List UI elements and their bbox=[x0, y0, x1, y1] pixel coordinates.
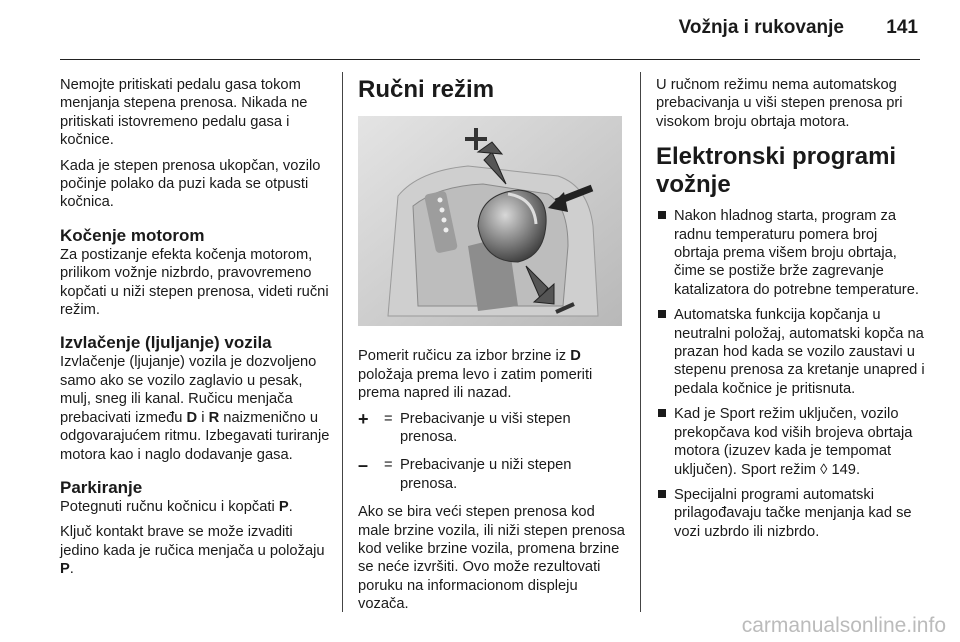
legend-row-upshift bbox=[358, 410, 628, 447]
heading-engine-braking: Kočenje motorom bbox=[60, 225, 205, 245]
column-3 bbox=[656, 76, 926, 548]
bullet-icon bbox=[658, 211, 666, 219]
gear-selector-illustration bbox=[358, 116, 622, 326]
watermark: carmanualsonline.info bbox=[741, 614, 946, 637]
header-title: Vožnja i rukovanje bbox=[678, 17, 844, 38]
list-item: Nakon hladnog starta, program za radnu temperaturu pomera broj obrtaja prema višem broju obrtaja, čime se postiže brže zagrevanje katalizatora do potrebne temperature. bbox=[656, 207, 926, 299]
paragraph-key: Ključ kontakt brave se može izvaditi jedino kada je ručica menjača u položaju P. bbox=[60, 524, 325, 578]
heading-rocking: Izvlačenje (ljuljanje) vozila bbox=[60, 333, 272, 353]
paragraph-engine-braking: Za postizanje efekta kočenja motorom, prilikom vožnje nizbrdo, pravovremeno kopčati u niži stepen prenosa, videti ručni režim. bbox=[60, 246, 329, 319]
heading-parking: Parkiranje bbox=[60, 477, 143, 497]
page-number: 141 bbox=[886, 17, 918, 38]
legend-text-upshift: Prebacivanje u viši stepen prenosa. bbox=[400, 410, 571, 446]
paragraph-throttle: Nemojte pritiskati pedalu gasa tokom menjanja stepena prenosa. Nikada ne pritiskati istovremeno pedalu gasa i kočnice. bbox=[60, 77, 308, 149]
legend-text-downshift: Prebacivanje u niži stepen prenosa. bbox=[400, 457, 572, 492]
paragraph-creep: Kada je stepen prenosa ukopčan, vozilo počinje polako da puzi kada se otpusti kočnica. bbox=[60, 157, 321, 211]
column-2 bbox=[358, 76, 628, 621]
header-rule bbox=[60, 59, 920, 60]
list-item: Automatska funkcija kopčanja u neutralni položaj, automatski kopča na prazan hod kada se vozilo zaustavi u stepenu prenosa za kretanje unapred i pedala kočnice je pritisnuta. bbox=[656, 306, 926, 398]
plus-icon: + bbox=[358, 408, 369, 429]
bullet-icon bbox=[658, 490, 666, 498]
list-item: Specijalni programi automatski prilagođavaju tačke menjanja kad se vozi uzbrdo ili nizbrdo. bbox=[656, 486, 926, 541]
column-divider-1 bbox=[342, 72, 343, 612]
legend-equals: = bbox=[384, 410, 393, 427]
column-divider-2 bbox=[640, 72, 641, 612]
bullet-icon bbox=[658, 409, 666, 417]
program-list bbox=[656, 207, 926, 541]
paragraph-shift-refusal: Ako se bira veći stepen prenosa kod male brzine vozila, ili niži stepen prenosa kod velike brzine vozila, promena brzine se neće izvršiti. Ovo može rezultovati poruku na informacionom displeju vozača. bbox=[358, 504, 625, 613]
heading-manual-mode: Ručni režim bbox=[358, 76, 495, 103]
paragraph-parking: Potegnuti ručnu kočnicu i kopčati P. bbox=[60, 498, 293, 515]
page-header bbox=[0, 0, 960, 60]
paragraph-no-auto-upshift: U ručnom režimu nema automatskog prebacivanja u viši stepen prenosa pri visokom broju obrtaja motora. bbox=[656, 77, 903, 130]
column-1 bbox=[60, 76, 330, 586]
legend-equals: = bbox=[384, 457, 393, 474]
list-item: Kad je Sport režim uključen, vozilo prekopčava kod viših brojeva obrtaja motora (izuzev kada je tempomat uključen). Sport režim ◊ 149. bbox=[656, 405, 926, 479]
paragraph-rocking: Izvlačenje (ljujanje) vozila je dozvoljeno samo ako se vozilo zaglavio u pesak, mulj, sneg ili kanal. Ručicu menjača prebacivati između D i R naizmenično u odgovarajućem ritmu. Izbegavati turiranje motora kao i naglo dodavanje gasa. bbox=[60, 354, 330, 463]
minus-icon: – bbox=[358, 455, 369, 476]
heading-electronic-programs: Elektronski programi vožnje bbox=[656, 143, 897, 199]
paragraph-manual-intro: Pomerit ručicu za izbor brzine iz D položaja prema levo i zatim pomeriti prema napred ili nazad. bbox=[358, 348, 593, 402]
bullet-icon bbox=[658, 310, 666, 318]
legend-row-downshift bbox=[358, 456, 628, 493]
